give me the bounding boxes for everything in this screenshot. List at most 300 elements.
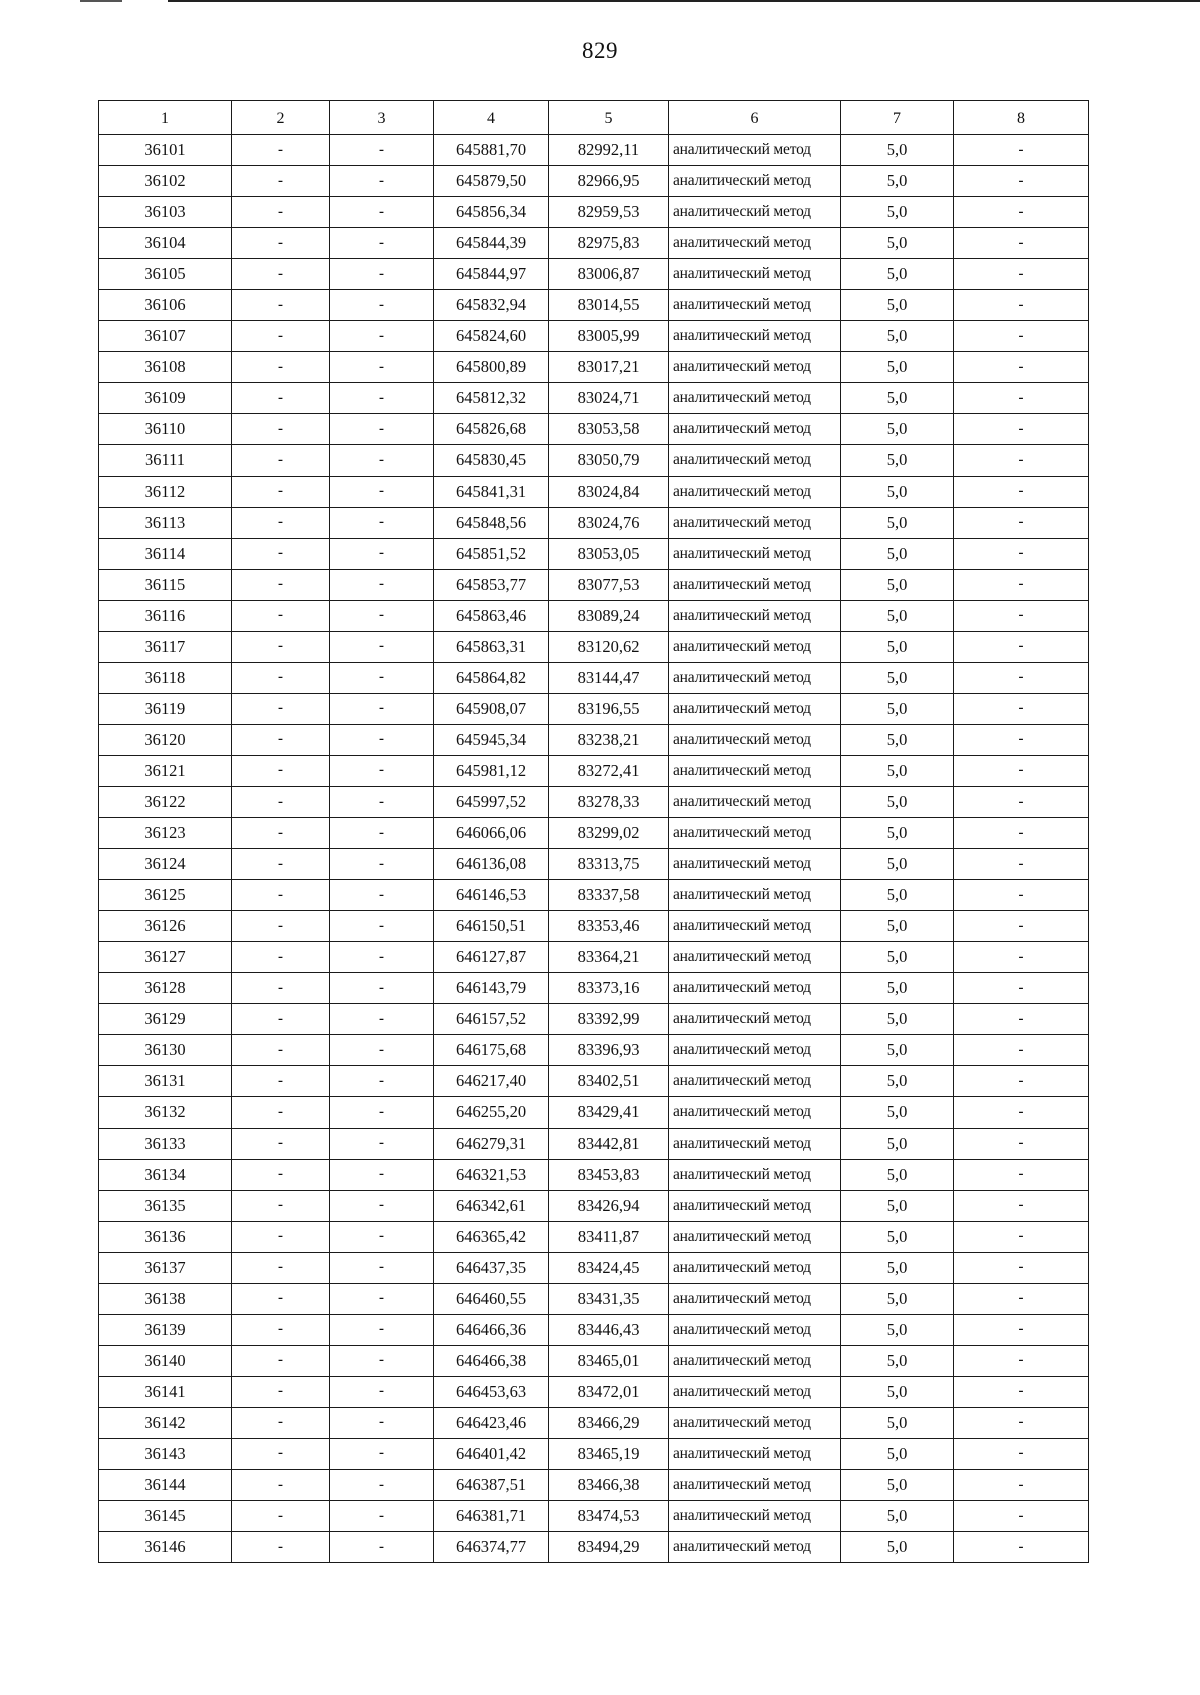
col-3-cell: - <box>330 135 434 166</box>
x-coordinate-cell: 645997,52 <box>434 786 549 817</box>
col-3-cell: - <box>330 538 434 569</box>
x-coordinate-cell: 646342,61 <box>434 1190 549 1221</box>
col-3-cell: - <box>330 383 434 414</box>
y-coordinate-cell: 83024,76 <box>549 507 669 538</box>
method-cell: аналитический метод <box>669 818 841 849</box>
method-cell: аналитический метод <box>669 1501 841 1532</box>
method-cell: аналитический метод <box>669 135 841 166</box>
y-coordinate-cell: 82959,53 <box>549 197 669 228</box>
accuracy-cell: 5,0 <box>841 973 954 1004</box>
accuracy-cell: 5,0 <box>841 476 954 507</box>
accuracy-cell: 5,0 <box>841 880 954 911</box>
col-2-cell: - <box>232 1501 330 1532</box>
col-3-cell: - <box>330 1501 434 1532</box>
point-number-cell: 36146 <box>99 1532 232 1563</box>
accuracy-cell: 5,0 <box>841 1314 954 1345</box>
y-coordinate-cell: 83017,21 <box>549 352 669 383</box>
method-cell: аналитический метод <box>669 290 841 321</box>
col-2-cell: - <box>232 818 330 849</box>
point-number-cell: 36108 <box>99 352 232 383</box>
col-2-cell: - <box>232 662 330 693</box>
accuracy-cell: 5,0 <box>841 1159 954 1190</box>
col-8-cell: - <box>954 1252 1089 1283</box>
method-cell: аналитический метод <box>669 942 841 973</box>
method-cell: аналитический метод <box>669 1470 841 1501</box>
method-cell: аналитический метод <box>669 352 841 383</box>
col-8-cell: - <box>954 166 1089 197</box>
y-coordinate-cell: 83446,43 <box>549 1314 669 1345</box>
col-2-cell: - <box>232 321 330 352</box>
point-number-cell: 36125 <box>99 880 232 911</box>
accuracy-cell: 5,0 <box>841 1470 954 1501</box>
accuracy-cell: 5,0 <box>841 1407 954 1438</box>
accuracy-cell: 5,0 <box>841 197 954 228</box>
method-cell: аналитический метод <box>669 166 841 197</box>
method-cell: аналитический метод <box>669 1221 841 1252</box>
col-2-cell: - <box>232 786 330 817</box>
point-number-cell: 36113 <box>99 507 232 538</box>
method-cell: аналитический метод <box>669 1190 841 1221</box>
x-coordinate-cell: 645863,31 <box>434 631 549 662</box>
col-3-cell: - <box>330 1470 434 1501</box>
table-row <box>99 1376 1089 1407</box>
method-cell: аналитический метод <box>669 383 841 414</box>
table-row <box>99 166 1089 197</box>
x-coordinate-cell: 646127,87 <box>434 942 549 973</box>
y-coordinate-cell: 83272,41 <box>549 755 669 786</box>
x-coordinate-cell: 645853,77 <box>434 569 549 600</box>
col-2-cell: - <box>232 849 330 880</box>
table-row <box>99 1252 1089 1283</box>
table-row <box>99 197 1089 228</box>
point-number-cell: 36128 <box>99 973 232 1004</box>
col-3-cell: - <box>330 290 434 321</box>
point-number-cell: 36129 <box>99 1004 232 1035</box>
col-2-cell: - <box>232 1128 330 1159</box>
x-coordinate-cell: 645830,45 <box>434 445 549 476</box>
x-coordinate-cell: 645908,07 <box>434 693 549 724</box>
point-number-cell: 36110 <box>99 414 232 445</box>
accuracy-cell: 5,0 <box>841 911 954 942</box>
accuracy-cell: 5,0 <box>841 693 954 724</box>
x-coordinate-cell: 646374,77 <box>434 1532 549 1563</box>
accuracy-cell: 5,0 <box>841 942 954 973</box>
col-8-cell: - <box>954 1097 1089 1128</box>
col-3-cell: - <box>330 476 434 507</box>
point-number-cell: 36104 <box>99 228 232 259</box>
col-3-cell: - <box>330 1252 434 1283</box>
table-row <box>99 911 1089 942</box>
table-row <box>99 1190 1089 1221</box>
y-coordinate-cell: 83024,71 <box>549 383 669 414</box>
col-3-cell: - <box>330 942 434 973</box>
y-coordinate-cell: 83053,05 <box>549 538 669 569</box>
accuracy-cell: 5,0 <box>841 538 954 569</box>
method-cell: аналитический метод <box>669 1314 841 1345</box>
col-8-cell: - <box>954 600 1089 631</box>
col-8-cell: - <box>954 911 1089 942</box>
y-coordinate-cell: 83053,58 <box>549 414 669 445</box>
col-2-cell: - <box>232 1407 330 1438</box>
x-coordinate-cell: 646175,68 <box>434 1035 549 1066</box>
method-cell: аналитический метод <box>669 849 841 880</box>
x-coordinate-cell: 646437,35 <box>434 1252 549 1283</box>
col-3-cell: - <box>330 228 434 259</box>
point-number-cell: 36145 <box>99 1501 232 1532</box>
x-coordinate-cell: 646150,51 <box>434 911 549 942</box>
col-2-cell: - <box>232 414 330 445</box>
point-number-cell: 36139 <box>99 1314 232 1345</box>
x-coordinate-cell: 646279,31 <box>434 1128 549 1159</box>
y-coordinate-cell: 83429,41 <box>549 1097 669 1128</box>
point-number-cell: 36144 <box>99 1470 232 1501</box>
col-2-cell: - <box>232 538 330 569</box>
table-header-row <box>99 101 1089 135</box>
col-3-cell: - <box>330 1283 434 1314</box>
y-coordinate-cell: 83077,53 <box>549 569 669 600</box>
column-header-3: 3 <box>330 101 434 135</box>
x-coordinate-cell: 645856,34 <box>434 197 549 228</box>
table-row <box>99 1532 1089 1563</box>
table-row <box>99 538 1089 569</box>
y-coordinate-cell: 83050,79 <box>549 445 669 476</box>
col-3-cell: - <box>330 1097 434 1128</box>
point-number-cell: 36115 <box>99 569 232 600</box>
point-number-cell: 36135 <box>99 1190 232 1221</box>
accuracy-cell: 5,0 <box>841 724 954 755</box>
table-row <box>99 135 1089 166</box>
method-cell: аналитический метод <box>669 569 841 600</box>
method-cell: аналитический метод <box>669 755 841 786</box>
method-cell: аналитический метод <box>669 538 841 569</box>
col-8-cell: - <box>954 724 1089 755</box>
accuracy-cell: 5,0 <box>841 383 954 414</box>
col-2-cell: - <box>232 1345 330 1376</box>
col-2-cell: - <box>232 445 330 476</box>
col-3-cell: - <box>330 197 434 228</box>
y-coordinate-cell: 83006,87 <box>549 259 669 290</box>
col-2-cell: - <box>232 352 330 383</box>
method-cell: аналитический метод <box>669 1252 841 1283</box>
col-2-cell: - <box>232 166 330 197</box>
y-coordinate-cell: 83402,51 <box>549 1066 669 1097</box>
y-coordinate-cell: 83424,45 <box>549 1252 669 1283</box>
column-header-1: 1 <box>99 101 232 135</box>
col-8-cell: - <box>954 290 1089 321</box>
table-row <box>99 1345 1089 1376</box>
table-row <box>99 1066 1089 1097</box>
col-3-cell: - <box>330 818 434 849</box>
accuracy-cell: 5,0 <box>841 228 954 259</box>
accuracy-cell: 5,0 <box>841 507 954 538</box>
table-row <box>99 228 1089 259</box>
y-coordinate-cell: 83474,53 <box>549 1501 669 1532</box>
col-3-cell: - <box>330 1159 434 1190</box>
x-coordinate-cell: 646157,52 <box>434 1004 549 1035</box>
col-3-cell: - <box>330 1190 434 1221</box>
col-3-cell: - <box>330 911 434 942</box>
table-row <box>99 818 1089 849</box>
accuracy-cell: 5,0 <box>841 1035 954 1066</box>
method-cell: аналитический метод <box>669 631 841 662</box>
x-coordinate-cell: 645844,39 <box>434 228 549 259</box>
column-header-8: 8 <box>954 101 1089 135</box>
point-number-cell: 36137 <box>99 1252 232 1283</box>
accuracy-cell: 5,0 <box>841 1221 954 1252</box>
col-8-cell: - <box>954 1314 1089 1345</box>
point-number-cell: 36114 <box>99 538 232 569</box>
y-coordinate-cell: 83431,35 <box>549 1283 669 1314</box>
coordinates-table <box>98 100 1089 1563</box>
method-cell: аналитический метод <box>669 1128 841 1159</box>
y-coordinate-cell: 83426,94 <box>549 1190 669 1221</box>
x-coordinate-cell: 646401,42 <box>434 1438 549 1469</box>
y-coordinate-cell: 82966,95 <box>549 166 669 197</box>
x-coordinate-cell: 645844,97 <box>434 259 549 290</box>
point-number-cell: 36102 <box>99 166 232 197</box>
point-number-cell: 36134 <box>99 1159 232 1190</box>
accuracy-cell: 5,0 <box>841 1097 954 1128</box>
point-number-cell: 36138 <box>99 1283 232 1314</box>
accuracy-cell: 5,0 <box>841 1128 954 1159</box>
col-8-cell: - <box>954 538 1089 569</box>
x-coordinate-cell: 645812,32 <box>434 383 549 414</box>
col-2-cell: - <box>232 1532 330 1563</box>
col-2-cell: - <box>232 911 330 942</box>
table-row <box>99 1035 1089 1066</box>
table-row <box>99 352 1089 383</box>
col-2-cell: - <box>232 383 330 414</box>
col-3-cell: - <box>330 631 434 662</box>
col-2-cell: - <box>232 973 330 1004</box>
column-header-5: 5 <box>549 101 669 135</box>
method-cell: аналитический метод <box>669 1407 841 1438</box>
col-3-cell: - <box>330 507 434 538</box>
table-row <box>99 1283 1089 1314</box>
col-8-cell: - <box>954 383 1089 414</box>
point-number-cell: 36136 <box>99 1221 232 1252</box>
col-3-cell: - <box>330 166 434 197</box>
table-row <box>99 849 1089 880</box>
col-8-cell: - <box>954 849 1089 880</box>
point-number-cell: 36123 <box>99 818 232 849</box>
x-coordinate-cell: 646453,63 <box>434 1376 549 1407</box>
scan-edge-line <box>168 0 1200 2</box>
method-cell: аналитический метод <box>669 445 841 476</box>
method-cell: аналитический метод <box>669 197 841 228</box>
column-header-7: 7 <box>841 101 954 135</box>
point-number-cell: 36103 <box>99 197 232 228</box>
column-header-6: 6 <box>669 101 841 135</box>
method-cell: аналитический метод <box>669 476 841 507</box>
accuracy-cell: 5,0 <box>841 849 954 880</box>
x-coordinate-cell: 646460,55 <box>434 1283 549 1314</box>
x-coordinate-cell: 646217,40 <box>434 1066 549 1097</box>
accuracy-cell: 5,0 <box>841 1004 954 1035</box>
accuracy-cell: 5,0 <box>841 1438 954 1469</box>
y-coordinate-cell: 83392,99 <box>549 1004 669 1035</box>
col-2-cell: - <box>232 1035 330 1066</box>
col-2-cell: - <box>232 600 330 631</box>
col-3-cell: - <box>330 600 434 631</box>
point-number-cell: 36127 <box>99 942 232 973</box>
point-number-cell: 36142 <box>99 1407 232 1438</box>
col-3-cell: - <box>330 259 434 290</box>
col-8-cell: - <box>954 693 1089 724</box>
y-coordinate-cell: 83238,21 <box>549 724 669 755</box>
method-cell: аналитический метод <box>669 259 841 290</box>
table-row <box>99 1004 1089 1035</box>
col-8-cell: - <box>954 786 1089 817</box>
table-row <box>99 631 1089 662</box>
method-cell: аналитический метод <box>669 1035 841 1066</box>
accuracy-cell: 5,0 <box>841 569 954 600</box>
col-2-cell: - <box>232 1159 330 1190</box>
x-coordinate-cell: 646136,08 <box>434 849 549 880</box>
col-3-cell: - <box>330 1532 434 1563</box>
col-8-cell: - <box>954 1066 1089 1097</box>
y-coordinate-cell: 83453,83 <box>549 1159 669 1190</box>
table-row <box>99 1221 1089 1252</box>
y-coordinate-cell: 83364,21 <box>549 942 669 973</box>
col-8-cell: - <box>954 228 1089 259</box>
col-3-cell: - <box>330 849 434 880</box>
col-8-cell: - <box>954 1501 1089 1532</box>
method-cell: аналитический метод <box>669 911 841 942</box>
y-coordinate-cell: 83024,84 <box>549 476 669 507</box>
y-coordinate-cell: 82975,83 <box>549 228 669 259</box>
col-2-cell: - <box>232 259 330 290</box>
col-3-cell: - <box>330 973 434 1004</box>
x-coordinate-cell: 645832,94 <box>434 290 549 321</box>
col-2-cell: - <box>232 1314 330 1345</box>
col-8-cell: - <box>954 352 1089 383</box>
col-3-cell: - <box>330 693 434 724</box>
col-8-cell: - <box>954 135 1089 166</box>
y-coordinate-cell: 83396,93 <box>549 1035 669 1066</box>
y-coordinate-cell: 83005,99 <box>549 321 669 352</box>
x-coordinate-cell: 646466,38 <box>434 1345 549 1376</box>
col-2-cell: - <box>232 507 330 538</box>
col-2-cell: - <box>232 880 330 911</box>
method-cell: аналитический метод <box>669 1376 841 1407</box>
table-row <box>99 880 1089 911</box>
table-row <box>99 786 1089 817</box>
point-number-cell: 36141 <box>99 1376 232 1407</box>
col-8-cell: - <box>954 1159 1089 1190</box>
col-8-cell: - <box>954 662 1089 693</box>
col-8-cell: - <box>954 414 1089 445</box>
col-3-cell: - <box>330 1407 434 1438</box>
accuracy-cell: 5,0 <box>841 818 954 849</box>
table-row <box>99 569 1089 600</box>
col-8-cell: - <box>954 942 1089 973</box>
col-2-cell: - <box>232 135 330 166</box>
y-coordinate-cell: 83313,75 <box>549 849 669 880</box>
point-number-cell: 36131 <box>99 1066 232 1097</box>
point-number-cell: 36122 <box>99 786 232 817</box>
col-2-cell: - <box>232 1252 330 1283</box>
point-number-cell: 36132 <box>99 1097 232 1128</box>
col-3-cell: - <box>330 1035 434 1066</box>
table-row <box>99 1438 1089 1469</box>
accuracy-cell: 5,0 <box>841 600 954 631</box>
x-coordinate-cell: 646365,42 <box>434 1221 549 1252</box>
y-coordinate-cell: 83465,01 <box>549 1345 669 1376</box>
col-2-cell: - <box>232 569 330 600</box>
x-coordinate-cell: 645826,68 <box>434 414 549 445</box>
x-coordinate-cell: 645981,12 <box>434 755 549 786</box>
x-coordinate-cell: 646143,79 <box>434 973 549 1004</box>
accuracy-cell: 5,0 <box>841 352 954 383</box>
col-3-cell: - <box>330 321 434 352</box>
point-number-cell: 36116 <box>99 600 232 631</box>
y-coordinate-cell: 83089,24 <box>549 600 669 631</box>
method-cell: аналитический метод <box>669 1097 841 1128</box>
accuracy-cell: 5,0 <box>841 786 954 817</box>
table-row <box>99 290 1089 321</box>
x-coordinate-cell: 645879,50 <box>434 166 549 197</box>
col-8-cell: - <box>954 755 1089 786</box>
page-number: 829 <box>582 38 618 63</box>
col-8-cell: - <box>954 818 1089 849</box>
y-coordinate-cell: 83353,46 <box>549 911 669 942</box>
point-number-cell: 36112 <box>99 476 232 507</box>
point-number-cell: 36133 <box>99 1128 232 1159</box>
point-number-cell: 36140 <box>99 1345 232 1376</box>
table-row <box>99 383 1089 414</box>
point-number-cell: 36119 <box>99 693 232 724</box>
method-cell: аналитический метод <box>669 507 841 538</box>
y-coordinate-cell: 83278,33 <box>549 786 669 817</box>
table-row <box>99 1470 1089 1501</box>
x-coordinate-cell: 645881,70 <box>434 135 549 166</box>
y-coordinate-cell: 83465,19 <box>549 1438 669 1469</box>
point-number-cell: 36118 <box>99 662 232 693</box>
column-header-4: 4 <box>434 101 549 135</box>
x-coordinate-cell: 646066,06 <box>434 818 549 849</box>
method-cell: аналитический метод <box>669 1159 841 1190</box>
col-3-cell: - <box>330 786 434 817</box>
accuracy-cell: 5,0 <box>841 1345 954 1376</box>
col-3-cell: - <box>330 1438 434 1469</box>
table-row <box>99 1097 1089 1128</box>
col-3-cell: - <box>330 724 434 755</box>
col-2-cell: - <box>232 1221 330 1252</box>
x-coordinate-cell: 646255,20 <box>434 1097 549 1128</box>
col-8-cell: - <box>954 1407 1089 1438</box>
point-number-cell: 36126 <box>99 911 232 942</box>
point-number-cell: 36130 <box>99 1035 232 1066</box>
method-cell: аналитический метод <box>669 1283 841 1314</box>
method-cell: аналитический метод <box>669 1345 841 1376</box>
col-3-cell: - <box>330 1004 434 1035</box>
y-coordinate-cell: 83014,55 <box>549 290 669 321</box>
col-2-cell: - <box>232 755 330 786</box>
accuracy-cell: 5,0 <box>841 1501 954 1532</box>
point-number-cell: 36117 <box>99 631 232 662</box>
point-number-cell: 36106 <box>99 290 232 321</box>
col-2-cell: - <box>232 290 330 321</box>
col-8-cell: - <box>954 973 1089 1004</box>
col-2-cell: - <box>232 476 330 507</box>
col-8-cell: - <box>954 1035 1089 1066</box>
table-row <box>99 507 1089 538</box>
col-2-cell: - <box>232 228 330 259</box>
accuracy-cell: 5,0 <box>841 445 954 476</box>
x-coordinate-cell: 646146,53 <box>434 880 549 911</box>
table-row <box>99 724 1089 755</box>
